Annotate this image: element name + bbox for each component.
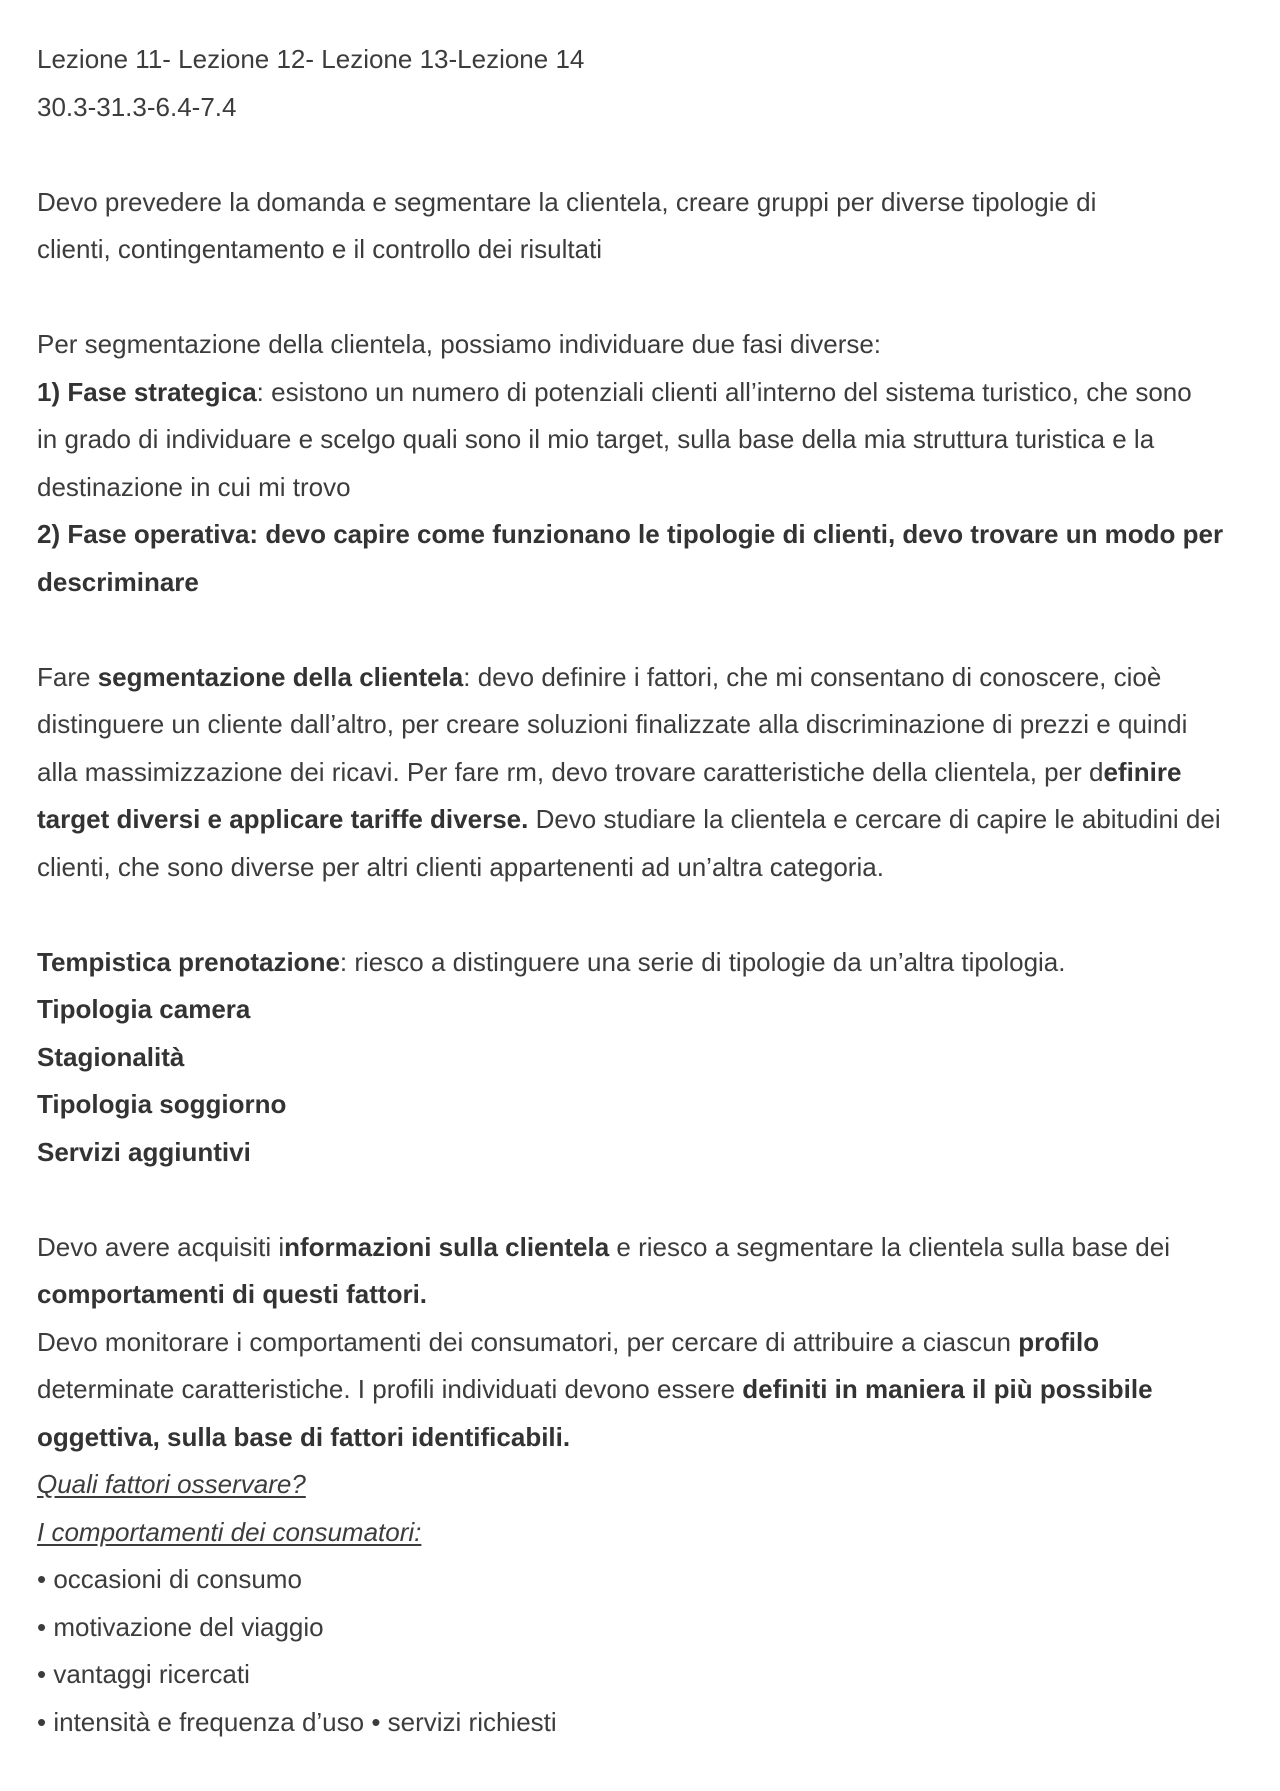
segmentation-line-2: distinguere un cliente dall’altro, per creare soluzioni finalizzate alla discriminazione di prezzi e quindi xyxy=(37,709,1188,739)
question-factors: Quali fattori osservare? xyxy=(37,1469,306,1499)
bullet-item: • occasioni di consumo xyxy=(37,1564,302,1594)
spacer xyxy=(37,606,1247,654)
segmentation-text: alla massimizzazione dei ricavi. Per fare rm, devo trovare caratteristiche della clientela, per d xyxy=(37,756,1104,787)
segmentation-emphasis: target diversi e applicare tariffe diverse. xyxy=(37,804,529,834)
segmentation-line-4 xyxy=(37,796,1247,844)
factor-label: Tempistica prenotazione xyxy=(37,946,340,977)
info-text: e riesco a segmentare la clientela sulla base dei xyxy=(609,1231,1170,1262)
phase-1-line-1 xyxy=(37,369,1247,417)
segmentation-line-3 xyxy=(37,749,1247,797)
bullet-item: • motivazione del viaggio xyxy=(37,1611,324,1642)
intro-line-1: Devo prevedere la domanda e segmentare la clientela, creare gruppi per diverse tipologie di xyxy=(37,186,1097,217)
factor-room-type: Tipologia camera xyxy=(37,994,251,1024)
info-emphasis: nformazioni sulla clientela xyxy=(284,1231,610,1262)
info-text: Devo avere acquisiti i xyxy=(37,1231,285,1262)
segmentation-text: Devo studiare la clientela e cercare di capire le abitudini dei xyxy=(528,804,1221,834)
lesson-dates: 30.3-31.3-6.4-7.4 xyxy=(37,91,237,122)
consumer-behaviours-heading: I comportamenti dei consumatori: xyxy=(37,1516,422,1547)
segmentation-emphasis: efinire xyxy=(1103,756,1182,787)
factor-text: : riesco a distinguere una serie di tipologie da un’altra tipologia. xyxy=(339,946,1066,977)
segmentation-term: segmentazione della clientela xyxy=(97,661,464,692)
info-line-5: oggettiva, sulla base di fattori identificabili. xyxy=(37,1421,571,1452)
bullet-item: • vantaggi ricercati xyxy=(37,1659,250,1689)
segmentation-line-1 xyxy=(37,654,1247,702)
info-text: determinate caratteristiche. I profili individuati devono essere xyxy=(37,1374,743,1404)
phase-1-text: : esistono un numero di potenziali clienti all’interno del sistema turistico, che sono xyxy=(256,376,1192,407)
segmentation-text: : devo definire i fattori, che mi consentano di conoscere, cioè xyxy=(463,661,1162,692)
info-line-2: comportamenti di questi fattori. xyxy=(37,1279,428,1309)
info-emphasis: profilo xyxy=(1018,1326,1100,1357)
segmentation-text: Fare xyxy=(37,661,98,692)
lessons-heading: Lezione 11- Lezione 12- Lezione 13-Lezione 14 xyxy=(37,44,585,74)
factor-seasonality: Stagionalità xyxy=(37,1041,185,1072)
info-emphasis: definiti in maniera il più possibile xyxy=(742,1374,1153,1404)
spacer xyxy=(37,131,1247,179)
bullet-item: • intensità e frequenza d’uso • servizi richiesti xyxy=(37,1706,557,1737)
phase-1-line-2: in grado di individuare e scelgo quali sono il mio target, sulla base della mia struttura turistica e la xyxy=(37,424,1155,454)
spacer xyxy=(37,1176,1247,1224)
intro-line-2: clienti, contingentamento e il controllo dei risultati xyxy=(37,234,603,264)
phase-1-label: 1) Fase strategica xyxy=(37,376,257,407)
info-line-3 xyxy=(37,1319,1247,1367)
phase-2-line-2: descriminare xyxy=(37,566,199,597)
document-page xyxy=(37,36,1247,1746)
phases-intro: Per segmentazione della clientela, possiamo individuare due fasi diverse: xyxy=(37,329,882,359)
info-line-1 xyxy=(37,1224,1247,1272)
info-line-4 xyxy=(37,1366,1247,1414)
spacer xyxy=(37,274,1247,322)
phase-2-line-1: 2) Fase operativa: devo capire come funzionano le tipologie di clienti, devo trovare un modo per xyxy=(37,519,1224,549)
phase-1-line-3: destinazione in cui mi trovo xyxy=(37,471,351,502)
factor-stay-type: Tipologia soggiorno xyxy=(37,1089,287,1119)
factor-booking-timing xyxy=(37,939,1247,987)
factor-extra-services: Servizi aggiuntivi xyxy=(37,1136,251,1167)
segmentation-line-5: clienti, che sono diverse per altri clienti appartenenti ad un’altra categoria. xyxy=(37,851,884,882)
spacer xyxy=(37,891,1247,939)
info-text: Devo monitorare i comportamenti dei consumatori, per cercare di attribuire a ciascun xyxy=(37,1326,1019,1357)
